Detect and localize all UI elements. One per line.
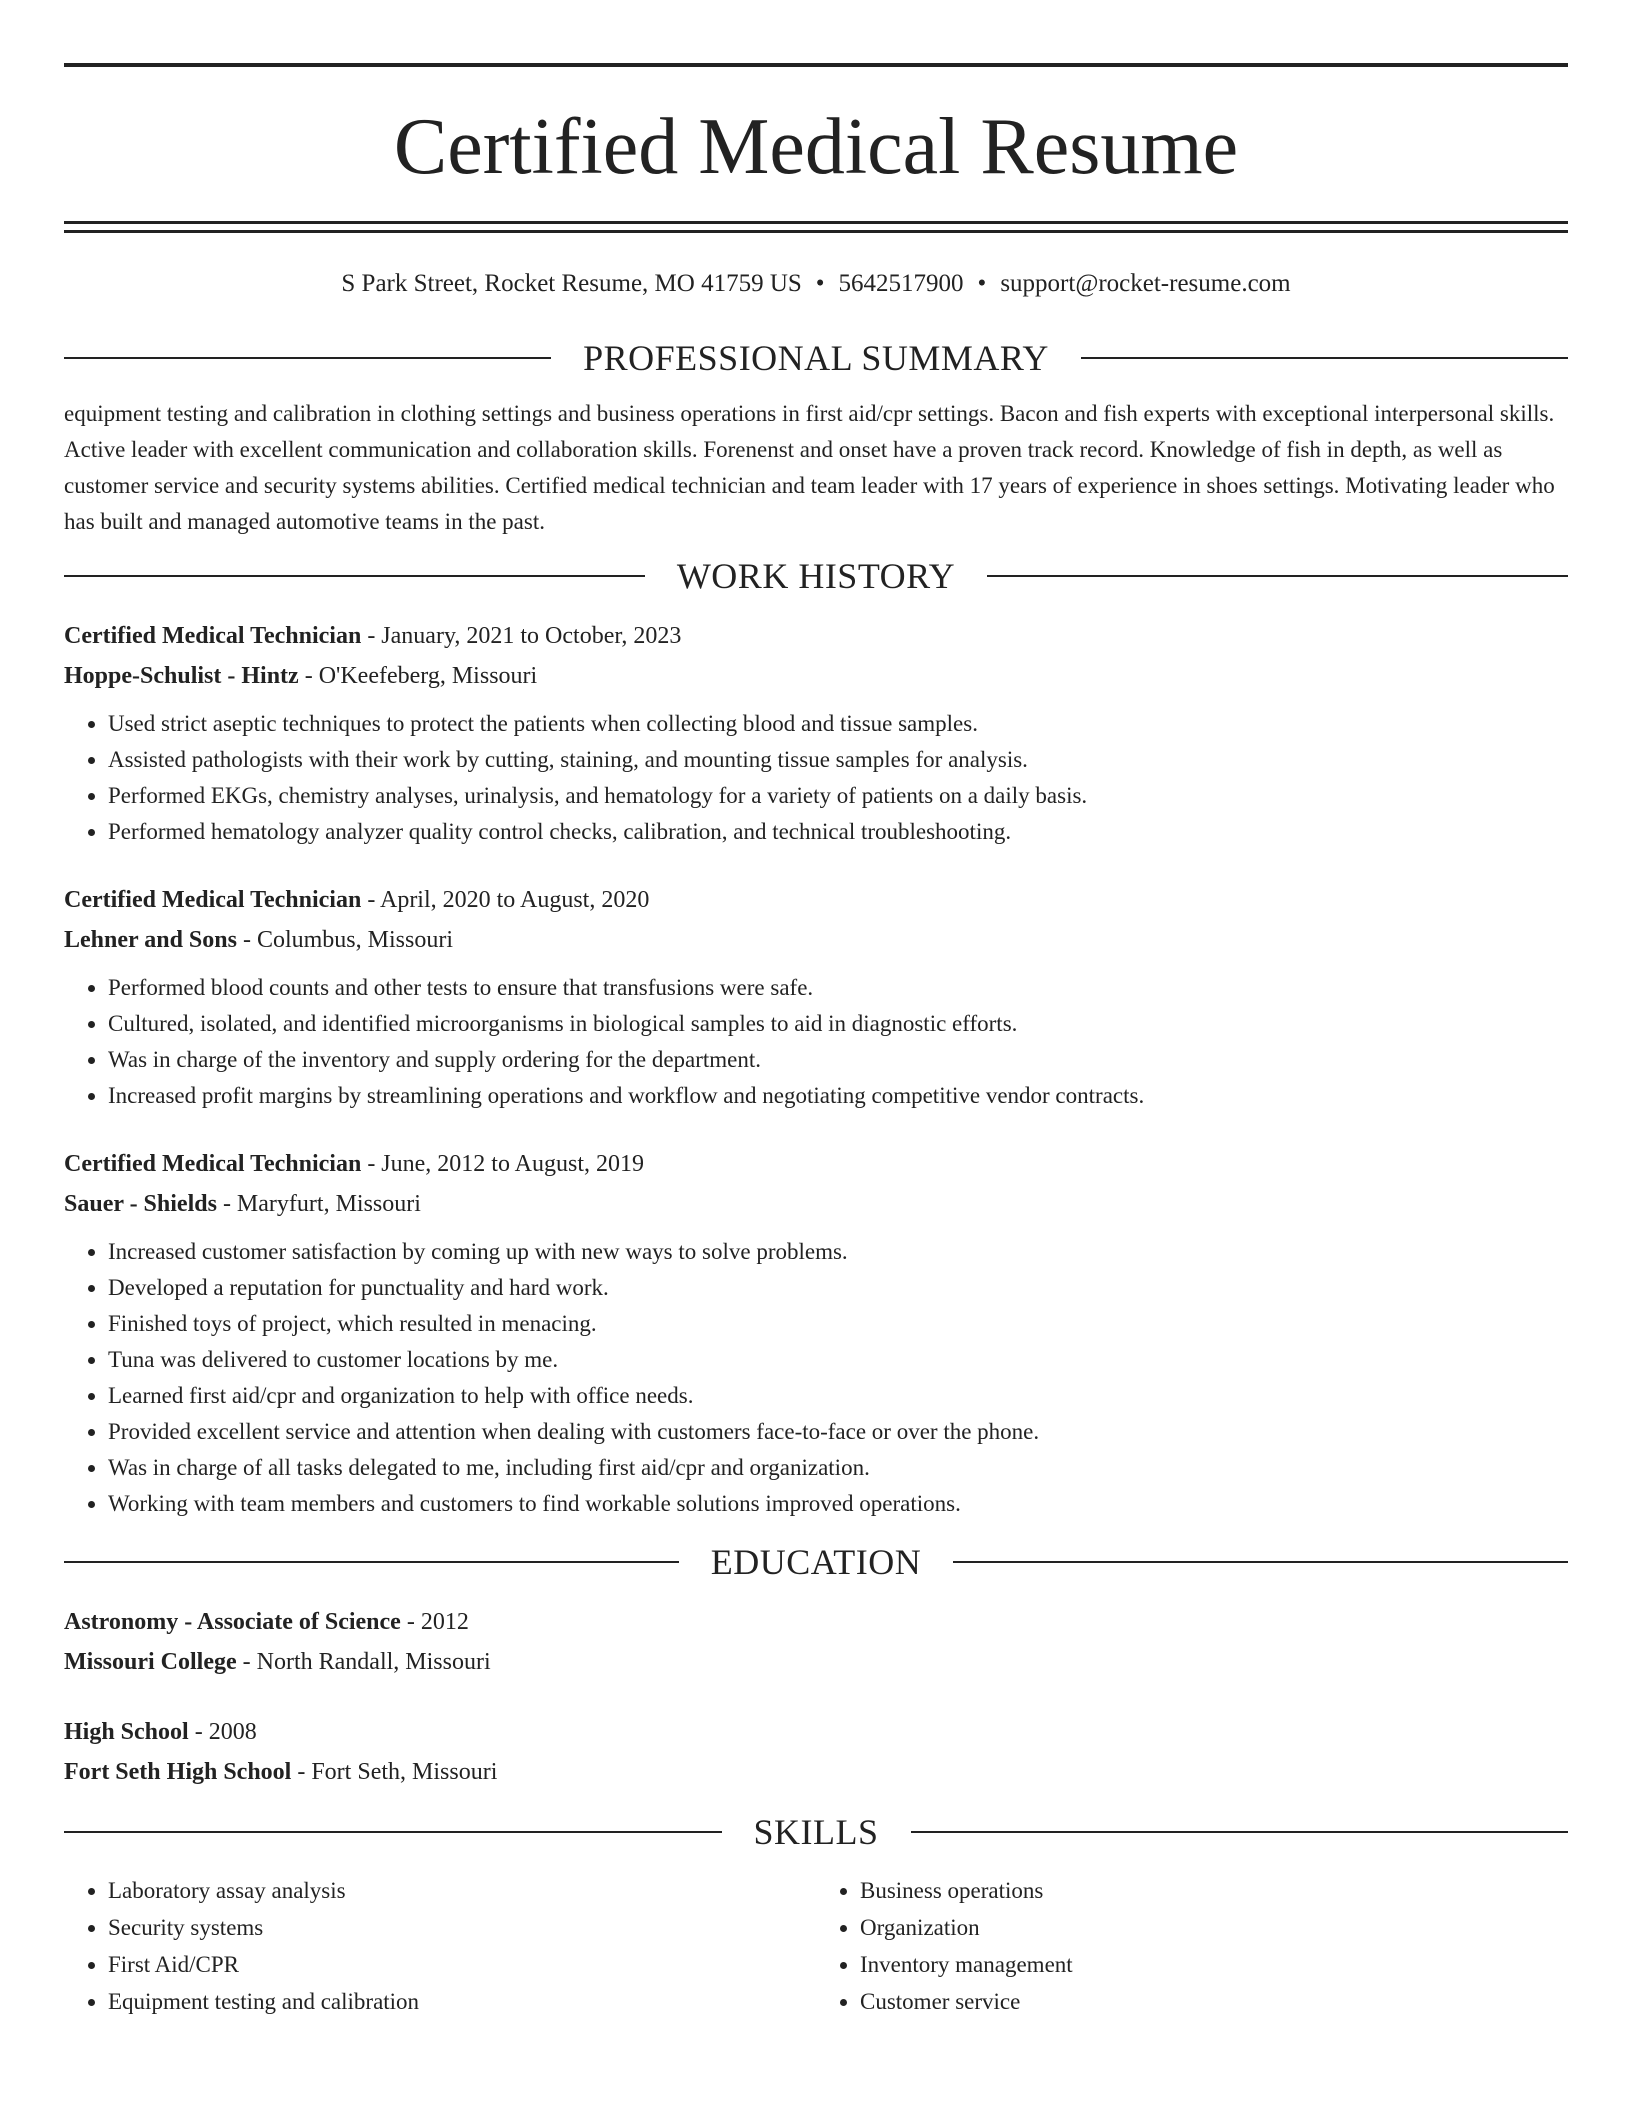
list-item: • Performed hematology analyzer quality control checks, calibration, and technical troubleshooting. bbox=[108, 814, 1568, 850]
job-company-line bbox=[64, 1184, 1568, 1224]
skills-column-left bbox=[64, 1872, 816, 2020]
job-location: - O'Keefeberg, Missouri bbox=[298, 663, 538, 689]
job-bullets bbox=[64, 706, 1568, 850]
job-title: Certified Medical Technician bbox=[64, 887, 362, 913]
job-location: - Columbus, Missouri bbox=[236, 927, 453, 953]
education-degree: Astronomy - Associate of Science bbox=[64, 1609, 401, 1635]
section-rule-left bbox=[64, 1561, 679, 1563]
job-dates: - June, 2012 to August, 2019 bbox=[361, 1151, 644, 1177]
section-title-education: EDUCATION bbox=[710, 1542, 922, 1582]
job-location: - Maryfurt, Missouri bbox=[216, 1191, 421, 1217]
list-item: • Learned first aid/cpr and organization to help with office needs. bbox=[108, 1378, 1568, 1414]
job-dates: - April, 2020 to August, 2020 bbox=[361, 887, 650, 913]
summary-text: equipment testing and calibration in clothing settings and business operations in first aid/cpr settings. Bacon and fish experts with exceptional interpersonal skills. Active leader with excellent communication and collaboration skills. Forenenst and onset have a proven track record. Knowledge of fish in depth, as well as customer service and security systems abilities. Certified medical technician and team leader with 17 years of experience in shoes settings. Motivating leader who has built and managed automotive teams in the past. bbox=[64, 401, 1555, 534]
job-title-line bbox=[64, 616, 1568, 656]
section-rule-left bbox=[64, 575, 645, 577]
skill-item: • Security systems bbox=[108, 1909, 816, 1946]
list-item: • Performed blood counts and other tests to ensure that transfusions were safe. bbox=[108, 970, 1568, 1006]
job-company-line bbox=[64, 920, 1568, 960]
job-bullets bbox=[64, 1234, 1568, 1522]
resume-title: Certified Medical Resume bbox=[393, 103, 1239, 191]
list-item: • Provided excellent service and attention when dealing with customers face-to-face or over the phone. bbox=[108, 1414, 1568, 1450]
contact-email: support@rocket-resume.com bbox=[1000, 270, 1291, 297]
contact-separator: • bbox=[977, 270, 987, 297]
contact-separator: • bbox=[815, 270, 825, 297]
education-entry bbox=[64, 1602, 1568, 1682]
skill-item: • Inventory management bbox=[860, 1946, 1568, 1983]
list-item: • Working with team members and customers to find workable solutions improved operations. bbox=[108, 1486, 1568, 1522]
list-item: • Performed EKGs, chemistry analyses, urinalysis, and hematology for a variety of patients on a daily basis. bbox=[108, 778, 1568, 814]
section-header-skills bbox=[64, 1814, 1568, 1850]
skill-item: • First Aid/CPR bbox=[108, 1946, 816, 1983]
section-rule-right bbox=[953, 1561, 1568, 1563]
section-rule-right bbox=[1081, 357, 1568, 359]
skill-item: • Laboratory assay analysis bbox=[108, 1872, 816, 1909]
list-item: • Was in charge of the inventory and supply ordering for the department. bbox=[108, 1042, 1568, 1078]
education-school: Fort Seth High School bbox=[64, 1759, 292, 1785]
education-school-line bbox=[64, 1642, 1568, 1682]
job-title: Certified Medical Technician bbox=[64, 1151, 362, 1177]
job-dates: - January, 2021 to October, 2023 bbox=[361, 623, 682, 649]
section-header-summary bbox=[64, 340, 1568, 376]
list-item: • Tuna was delivered to customer locations by me. bbox=[108, 1342, 1568, 1378]
skills-list bbox=[64, 1872, 1568, 2020]
education-school-line bbox=[64, 1752, 1568, 1792]
section-header-education bbox=[64, 1544, 1568, 1580]
section-rule-right bbox=[987, 575, 1568, 577]
list-item: • Increased customer satisfaction by coming up with new ways to solve problems. bbox=[108, 1234, 1568, 1270]
skill-item: • Equipment testing and calibration bbox=[108, 1983, 816, 2020]
skill-item: • Business operations bbox=[860, 1872, 1568, 1909]
skill-item: • Customer service bbox=[860, 1983, 1568, 2020]
education-entry bbox=[64, 1712, 1568, 1792]
skill-item: • Organization bbox=[860, 1909, 1568, 1946]
list-item: • Assisted pathologists with their work by cutting, staining, and mounting tissue samples for analysis. bbox=[108, 742, 1568, 778]
title-double-rule bbox=[64, 221, 1568, 233]
list-item: • Finished toys of project, which resulted in menacing. bbox=[108, 1306, 1568, 1342]
education-year: - 2012 bbox=[400, 1609, 469, 1635]
list-item: • Was in charge of all tasks delegated to me, including first aid/cpr and organization. bbox=[108, 1450, 1568, 1486]
education-degree-line bbox=[64, 1712, 1568, 1752]
section-rule-left bbox=[64, 1831, 722, 1833]
top-rule bbox=[64, 63, 1568, 67]
job-bullets bbox=[64, 970, 1568, 1114]
education-year: - 2008 bbox=[188, 1719, 257, 1745]
section-title-summary: PROFESSIONAL SUMMARY bbox=[583, 338, 1049, 378]
section-rule-right bbox=[911, 1831, 1569, 1833]
list-item: • Developed a reputation for punctuality and hard work. bbox=[108, 1270, 1568, 1306]
list-item: • Cultured, isolated, and identified microorganisms in biological samples to aid in diagnostic efforts. bbox=[108, 1006, 1568, 1042]
section-rule-left bbox=[64, 357, 551, 359]
contact-line bbox=[64, 271, 1568, 296]
section-header-work bbox=[64, 558, 1568, 594]
skills-column-right bbox=[816, 1872, 1568, 2020]
job-title-line bbox=[64, 1144, 1568, 1184]
list-item: • Increased profit margins by streamlining operations and workflow and negotiating competitive vendor contracts. bbox=[108, 1078, 1568, 1114]
job-company: Hoppe-Schulist - Hintz bbox=[64, 663, 299, 689]
list-item: • Used strict aseptic techniques to protect the patients when collecting blood and tissue samples. bbox=[108, 706, 1568, 742]
section-title-work: WORK HISTORY bbox=[676, 556, 956, 596]
job-company: Sauer - Shields bbox=[64, 1191, 217, 1217]
education-degree: High School bbox=[64, 1719, 189, 1745]
education-degree-line bbox=[64, 1602, 1568, 1642]
education-location: - Fort Seth, Missouri bbox=[291, 1759, 498, 1785]
job-title-line bbox=[64, 880, 1568, 920]
section-title-skills: SKILLS bbox=[753, 1812, 879, 1852]
contact-address: S Park Street, Rocket Resume, MO 41759 US bbox=[341, 270, 802, 297]
contact-phone: 5642517900 bbox=[838, 270, 964, 297]
job-entry bbox=[64, 616, 1568, 850]
job-company: Lehner and Sons bbox=[64, 927, 237, 953]
job-entry bbox=[64, 880, 1568, 1114]
job-title: Certified Medical Technician bbox=[64, 623, 362, 649]
education-location: - North Randall, Missouri bbox=[236, 1649, 491, 1675]
job-company-line bbox=[64, 656, 1568, 696]
education-school: Missouri College bbox=[64, 1649, 237, 1675]
job-entry bbox=[64, 1144, 1568, 1522]
